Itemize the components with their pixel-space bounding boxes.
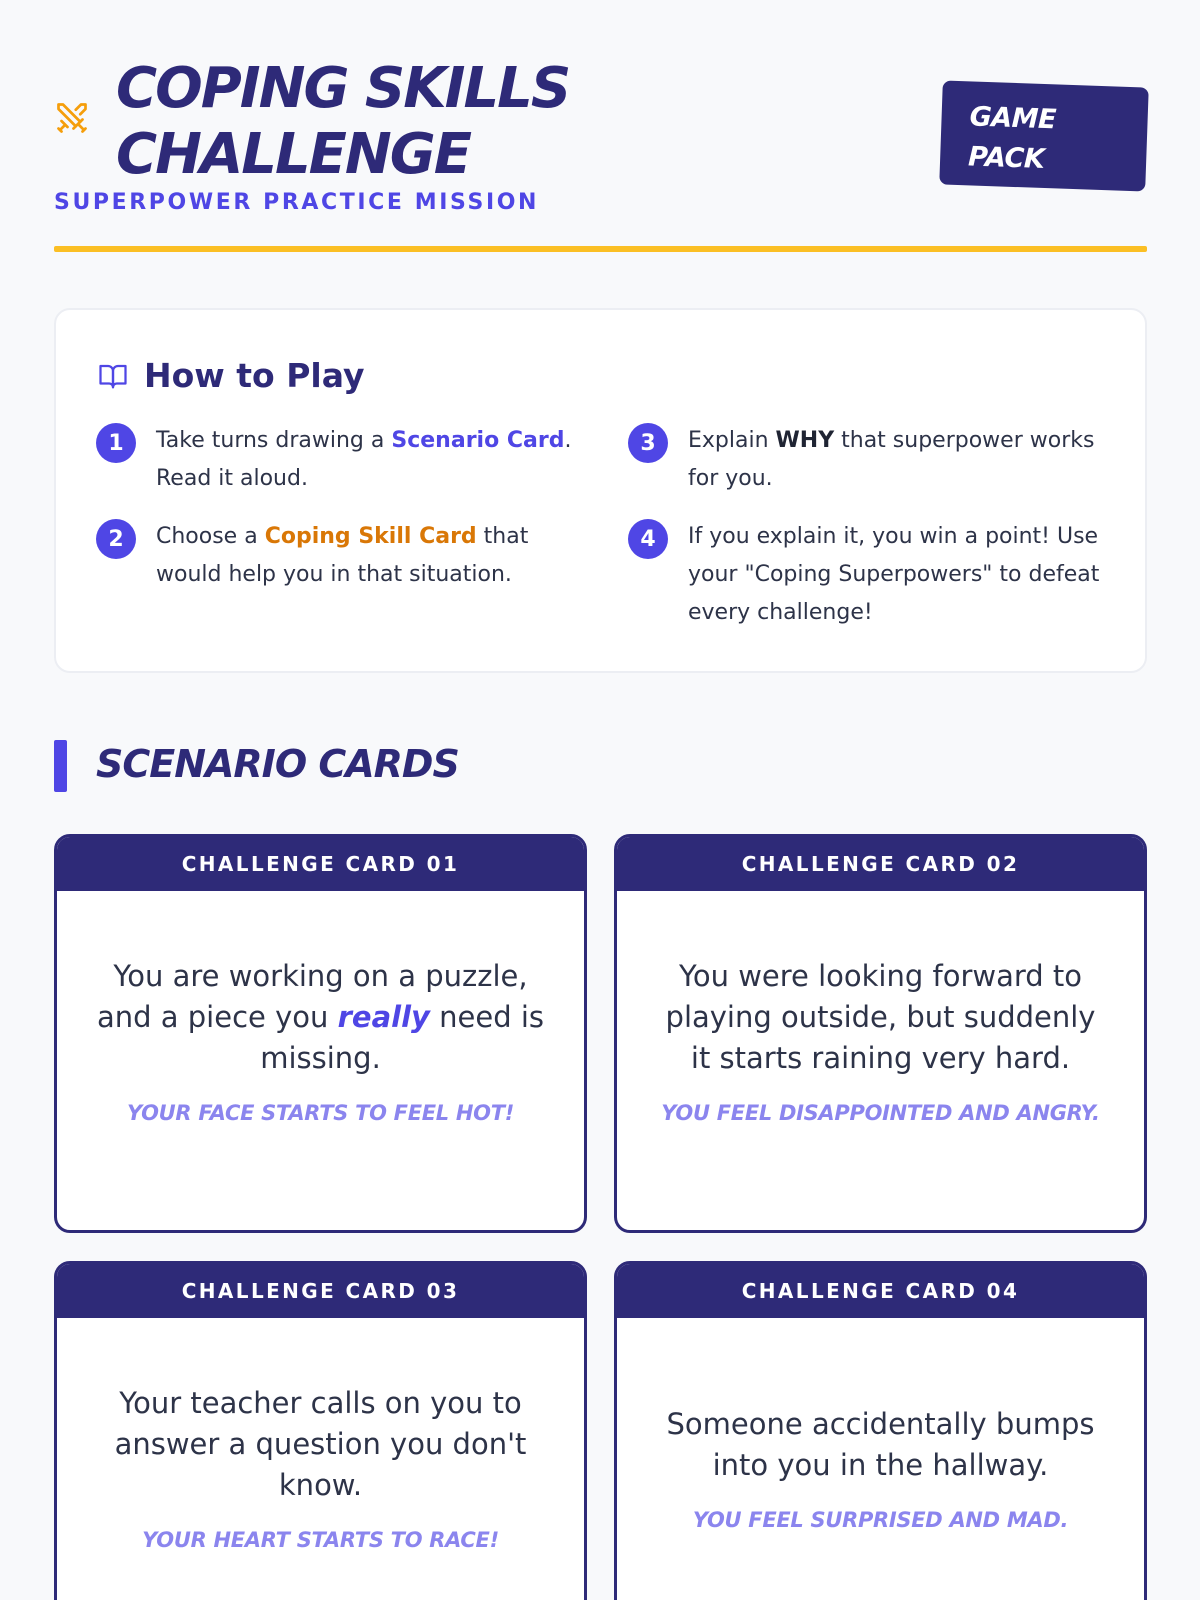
card-body: [617, 1318, 1144, 1600]
scenario-cards-heading: SCENARIO CARDS: [96, 742, 459, 786]
step-text-part: If you explain it, you win a point! Use your "Coping Superpowers" to defeat every challenge!: [688, 524, 1100, 625]
how-to-play-header: [96, 356, 364, 395]
step-number-badge: 3: [628, 423, 668, 463]
step-1: [96, 422, 576, 498]
game-pack-badge: GAME PACK: [939, 80, 1149, 191]
challenge-card-03[interactable]: [54, 1261, 587, 1600]
step-text-part: that would help you in that situation.: [156, 524, 529, 587]
card-scenario-text: Your teacher calls on you to answer a question you don't know.: [114, 1386, 527, 1502]
card-body: [617, 891, 1144, 1230]
card-feeling: YOUR HEART STARTS TO RACE!: [142, 1528, 499, 1552]
step-number-badge: 1: [96, 423, 136, 463]
card-scenario-text: Someone accidentally bumps into you in the hallway.: [666, 1406, 1095, 1482]
scenario-text-part: need is missing.: [260, 1000, 544, 1075]
card-label: CHALLENGE CARD 01: [57, 837, 584, 891]
step-text-part: Take turns drawing a: [156, 428, 392, 453]
how-to-play-panel: [54, 308, 1147, 673]
card-label: CHALLENGE CARD 02: [617, 837, 1144, 891]
card-label: CHALLENGE CARD 03: [57, 1264, 584, 1318]
card-label: CHALLENGE CARD 04: [617, 1264, 1144, 1318]
step-3: [628, 422, 1108, 498]
challenge-card-04[interactable]: [614, 1261, 1147, 1600]
challenge-card-01[interactable]: [54, 834, 587, 1233]
step-text: [688, 422, 1108, 498]
step-text: [688, 518, 1108, 632]
scenario-card-term: Scenario Card: [391, 428, 565, 453]
page-subtitle: SUPERPOWER PRACTICE MISSION: [54, 190, 540, 215]
page-title: COPING SKILLS CHALLENGE: [116, 56, 570, 187]
how-to-play-title: How to Play: [144, 356, 365, 395]
card-scenario-text: [97, 956, 544, 1079]
page-header: [54, 0, 1147, 254]
step-2: [96, 518, 576, 594]
step-4: [628, 518, 1108, 632]
step-text: [156, 422, 576, 498]
step-text-part: . Read it aloud.: [156, 428, 572, 491]
step-text-part: Choose a: [156, 524, 265, 549]
step-text: [156, 518, 576, 594]
section-accent-bar: [54, 740, 67, 792]
scenario-emphasis: really: [337, 1000, 430, 1034]
card-body: [57, 1318, 584, 1600]
step-text-part: that superpower works for you.: [688, 428, 1095, 491]
header-divider: [54, 246, 1147, 252]
card-feeling: YOU FEEL SURPRISED AND MAD.: [692, 1507, 1069, 1532]
card-scenario-text: You were looking forward to playing outside, but suddenly it starts raining very hard.: [665, 959, 1096, 1075]
card-feeling: YOU FEEL DISAPPOINTED AND ANGRY.: [661, 1101, 1100, 1125]
challenge-card-02[interactable]: [614, 834, 1147, 1233]
game-page: [54, 0, 1147, 1552]
scenario-text-part: You are working on a puzzle, and a piece you: [97, 959, 528, 1034]
crossed-swords-icon: [54, 100, 90, 136]
step-number-badge: 4: [628, 519, 668, 559]
card-feeling: YOUR FACE STARTS TO FEEL HOT!: [126, 1101, 515, 1125]
coping-skill-card-term: Coping Skill Card: [264, 524, 477, 549]
card-body: [57, 891, 584, 1230]
open-book-icon: [96, 361, 130, 391]
step-number-badge: 2: [96, 519, 136, 559]
why-term: WHY: [775, 428, 835, 453]
step-text-part: Explain: [688, 428, 776, 453]
